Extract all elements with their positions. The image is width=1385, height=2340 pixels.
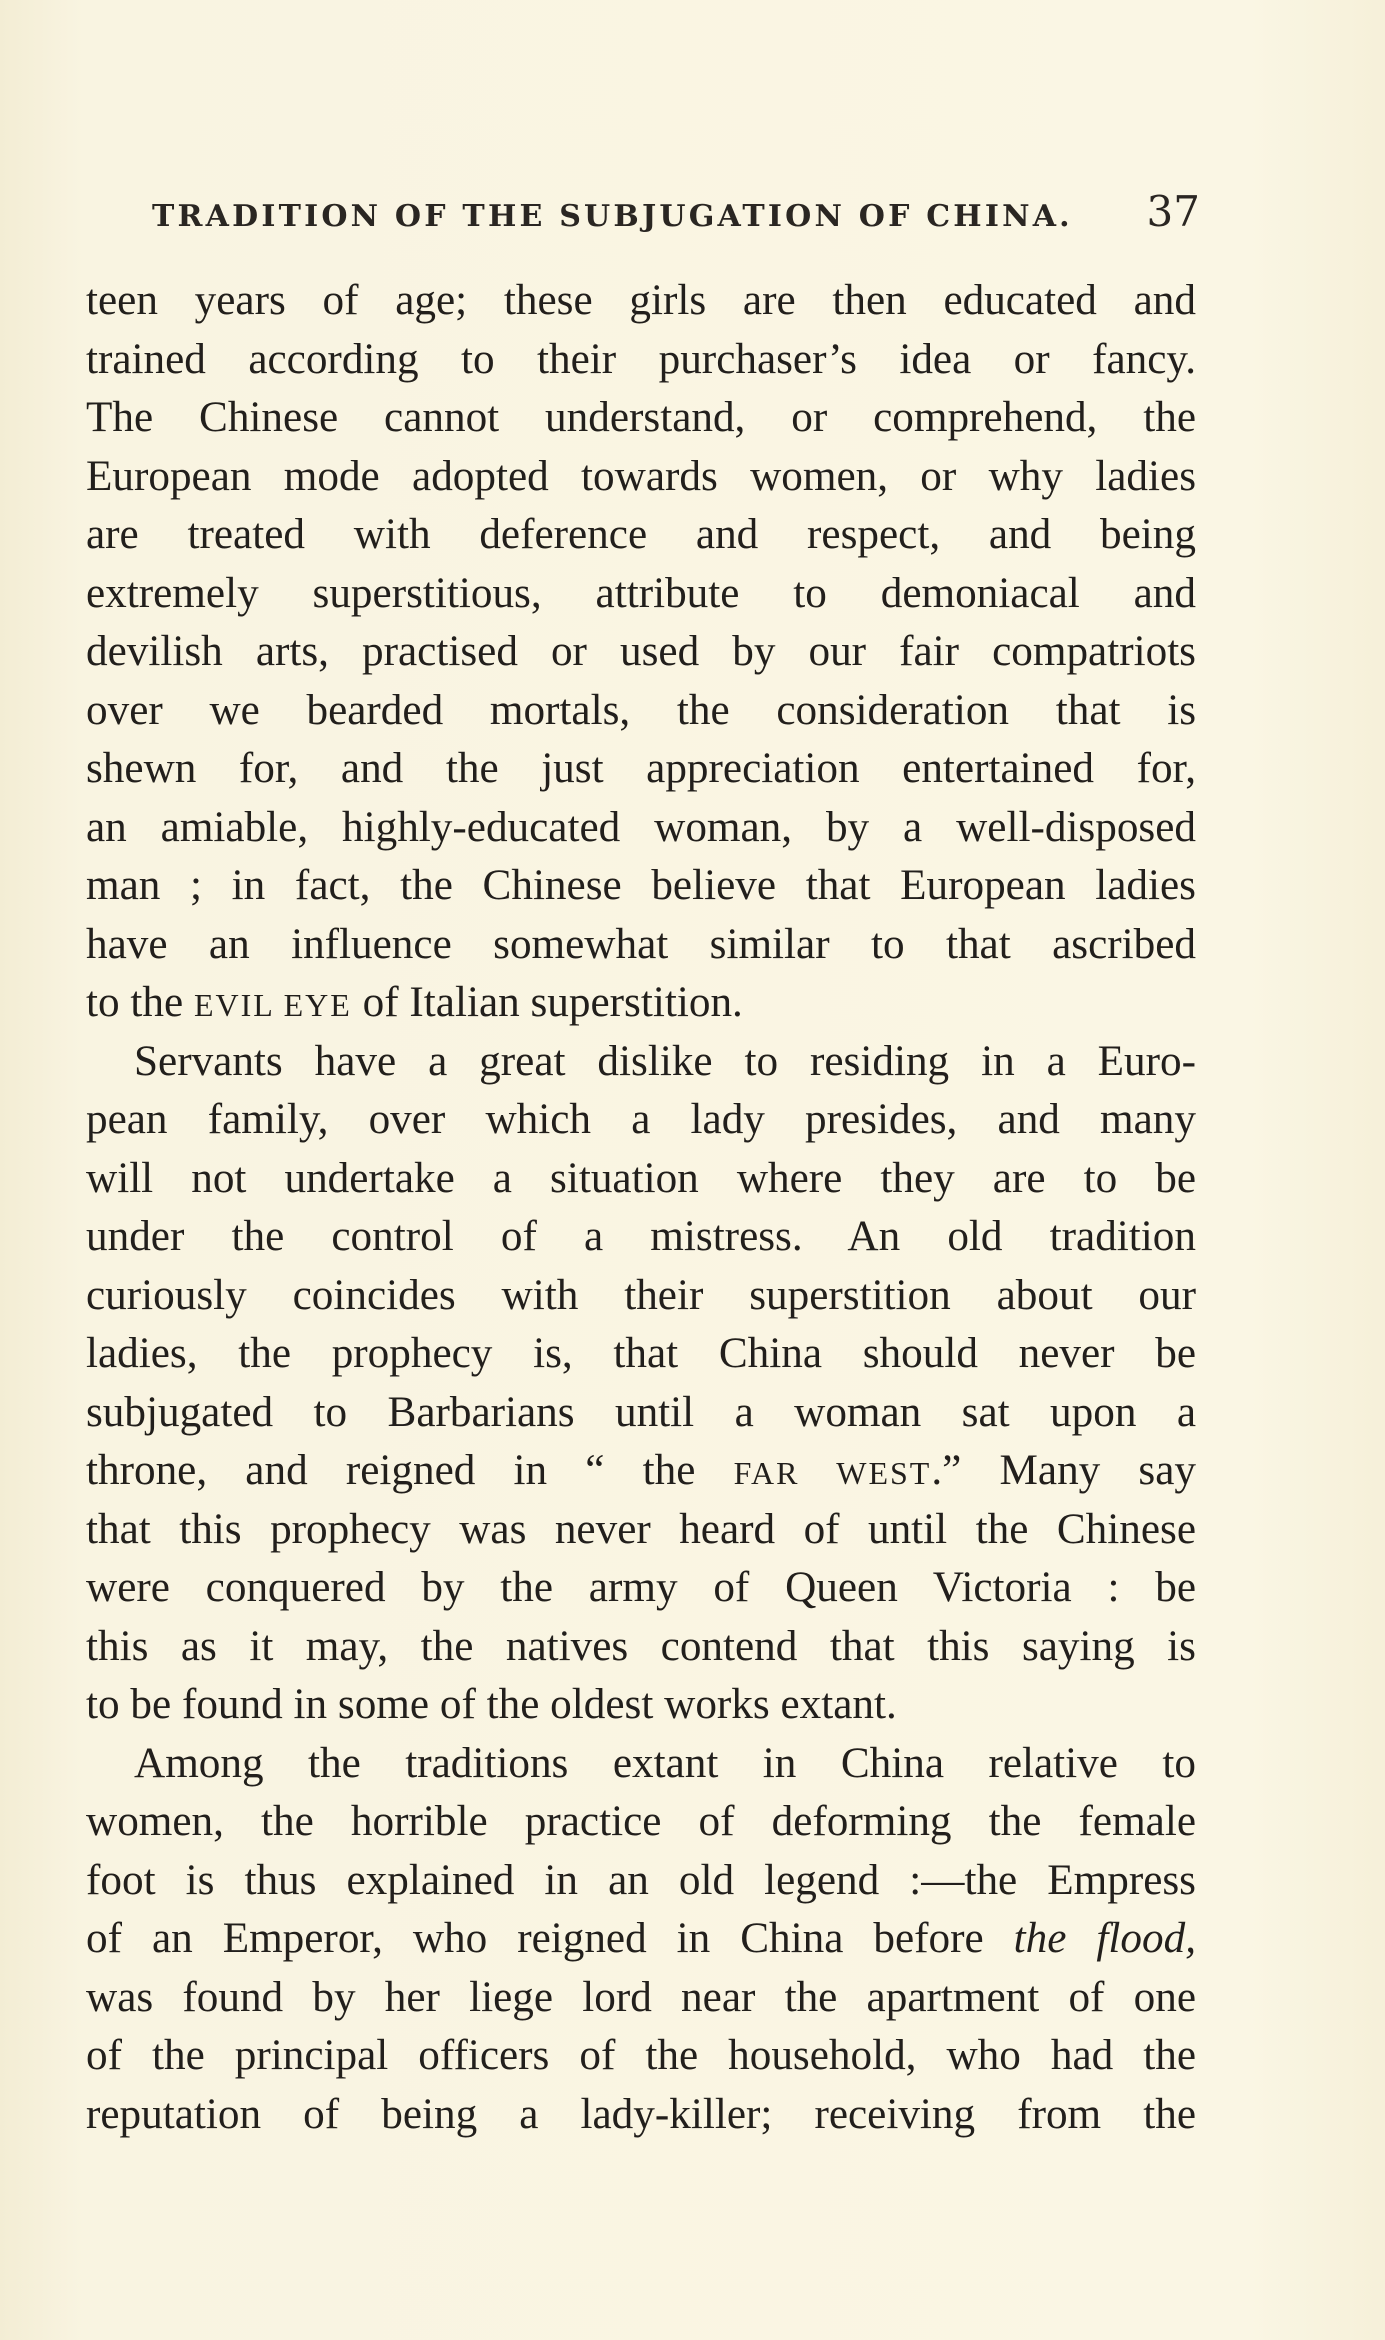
text-line: that this prophecy was never heard of until the Chinese — [86, 1505, 1196, 1553]
running-head: TRADITION OF THE SUBJUGATION OF CHINA. — [152, 199, 1073, 234]
text-line: are treated with deference and respect, and being — [86, 511, 1196, 558]
text-line — [86, 1910, 1196, 1969]
text-fragment: of an Emperor, who reigned in China before — [86, 1915, 1014, 1962]
text-line: was found by her liege lord near the apartment of one — [86, 1973, 1196, 2021]
text-line: ladies, the prophecy is, that China should never be — [86, 1330, 1196, 1377]
text-fragment: throne, and reigned in “ the — [86, 1447, 734, 1494]
body-text — [86, 272, 1196, 2144]
text-line: extremely superstitious, attribute to demoniacal and — [86, 569, 1196, 617]
paragraph-first-line: Among the traditions extant in China relative to — [134, 1739, 1196, 1787]
text-line: of the principal officers of the household, who had the — [86, 2032, 1196, 2079]
small-caps-phrase: FAR WEST — [733, 1455, 932, 1491]
text-line: curiously coincides with their superstition about our — [86, 1271, 1196, 1319]
text-line: under the control of a mistress. An old tradition — [86, 1213, 1196, 1260]
text-line: subjugated to Barbarians until a woman sat upon a — [86, 1388, 1196, 1436]
text-line: reputation of being a lady-killer; receiving from the — [86, 2090, 1196, 2138]
text-line: will not undertake a situation where they are to be — [86, 1154, 1196, 1202]
text-line: have an influence somewhat similar to that ascribed — [86, 920, 1196, 968]
text-fragment: of Italian superstition. — [351, 979, 743, 1026]
text-line: were conquered by the army of Queen Victoria : be — [86, 1564, 1196, 1611]
text-line: teen years of age; these girls are then educated and — [86, 277, 1196, 324]
text-line: man ; in fact, the Chinese believe that European ladies — [86, 862, 1196, 909]
text-line: devilish arts, practised or used by our fair compatriots — [86, 628, 1196, 675]
italic-phrase: the flood, — [1013, 1915, 1196, 1962]
text-line: over we bearded mortals, the consideration that is — [86, 686, 1196, 734]
paragraph-first-line: Servants have a great dislike to residing in a Euro- — [134, 1037, 1196, 1085]
text-line: women, the horrible practice of deforming the female — [86, 1798, 1196, 1845]
text-line — [86, 974, 1196, 1033]
text-line: this as it may, the natives contend that this saying is — [86, 1622, 1196, 1670]
text-line: trained according to their purchaser’s idea or fancy. — [86, 335, 1196, 383]
page-number: 37 — [1146, 187, 1200, 236]
page-header — [152, 185, 1200, 241]
text-line: shewn for, and the just appreciation entertained for, — [86, 745, 1196, 792]
text-line: The Chinese cannot understand, or comprehend, the — [86, 394, 1196, 441]
text-line: an amiable, highly-educated woman, by a well-disposed — [86, 803, 1196, 851]
small-caps-phrase: EVIL EYE — [193, 987, 352, 1023]
text-line: pean family, over which a lady presides, and many — [86, 1096, 1196, 1143]
text-fragment: to the — [86, 979, 194, 1026]
text-line: foot is thus explained in an old legend :—the Empress — [86, 1856, 1196, 1904]
text-line: to be found in some of the oldest works extant. — [86, 1681, 897, 1728]
text-line: European mode adopted towards women, or why ladies — [86, 452, 1196, 500]
text-fragment: .” Many say — [931, 1447, 1197, 1494]
text-line — [86, 1442, 1196, 1501]
